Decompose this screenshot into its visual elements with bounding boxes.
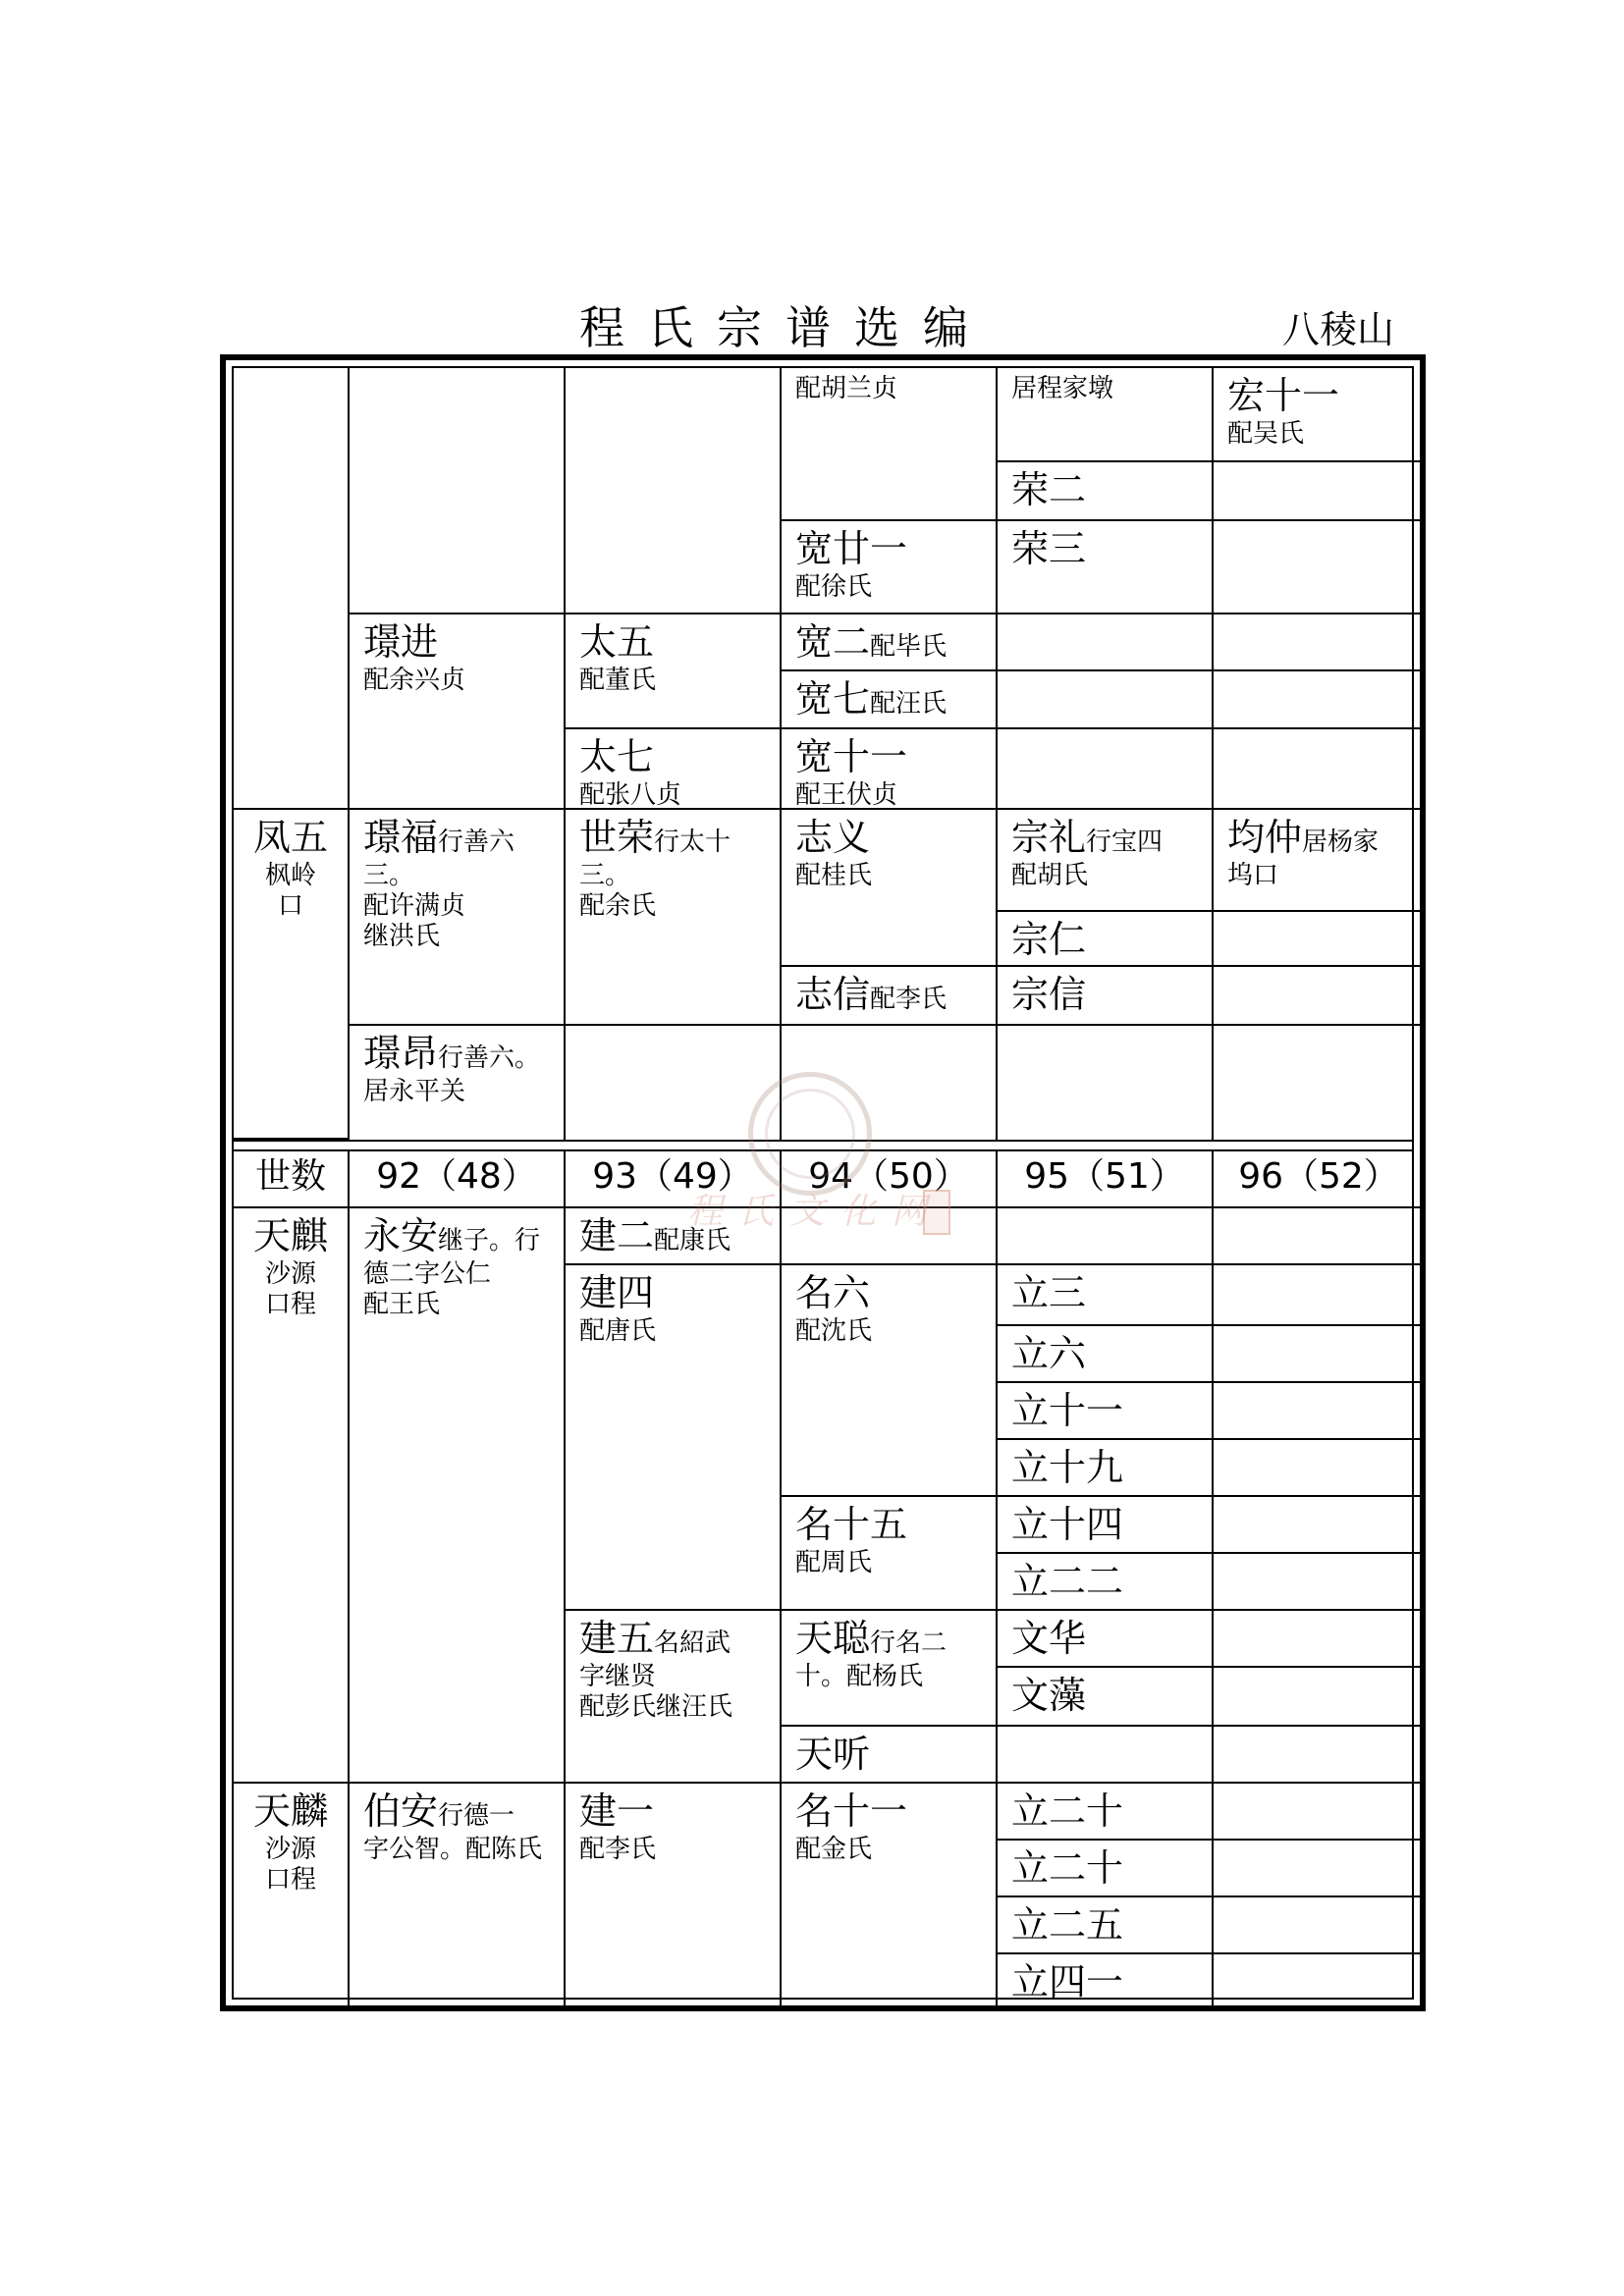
spouse-note: 配唐氏 [579,1315,657,1346]
l-tq-r2-c4 [782,1265,998,1497]
person-name: 建一 [579,1789,655,1833]
person-name: 太五 [579,620,655,664]
l-tq-r4-c6 [1214,1383,1424,1440]
l-tq-r7-c5 [998,1554,1214,1611]
u-r2-c5 [998,462,1214,521]
person-name: 文华 [1011,1617,1087,1660]
person-name: 名十五 [795,1503,908,1546]
upper-c1-top [234,368,350,810]
note-line: 行德一 [438,1801,515,1831]
person-name: 建四 [579,1271,655,1314]
spouse-note: 配李氏 [579,1834,657,1864]
person-name: 永安 [363,1214,439,1257]
person-name: 宗礼 [1011,816,1087,859]
u-r4-c3 [566,614,782,729]
l-tq-r8-c5 [998,1611,1214,1668]
l-tl-r3-c5 [998,1897,1214,1954]
l-tq-r1-c6 [1214,1208,1424,1265]
note-line: 行名二 [870,1629,947,1658]
spouse-note: 配徐氏 [795,571,873,602]
spouse-note: 配董氏 [579,665,657,695]
l-tl-c3 [566,1784,782,2009]
person-name: 志义 [795,816,871,859]
note-line: 行善六 [438,828,515,857]
generation-92: 92（48） [350,1151,566,1208]
spouse-note: 配张八贞 [579,779,682,810]
spouse-note: 继洪氏 [363,921,441,951]
watermark-seal-icon [923,1190,950,1235]
upper-c2-top [350,368,566,614]
note-line: 字公智。配陈氏 [363,1834,543,1864]
person-name: 璟昂 [363,1032,439,1075]
person-name: 建五 [579,1617,655,1660]
person-name: 太七 [579,735,655,778]
note-line: 名紹武 [654,1629,731,1658]
place-note: 沙源 [264,1834,316,1864]
spouse-note: 配金氏 [795,1834,873,1864]
person-name: 建二 [579,1214,655,1257]
note-text: 配胡兰贞 [795,374,898,403]
generation-94: 94（50） [782,1151,998,1208]
generation-label: 世数 [234,1151,350,1208]
spouse-note: 配王伏贞 [795,779,898,810]
spouse-note: 配余氏 [579,890,657,921]
note-line: 十。配杨氏 [795,1661,924,1691]
person-name: 宗仁 [1011,918,1087,961]
l-tl-r1-c6 [1214,1784,1424,1841]
u-r10-c2 [350,1026,566,1140]
l-tq-r7-c6 [1214,1554,1424,1611]
note-line: 字继贤 [579,1661,657,1691]
person-name: 立四一 [1011,1960,1124,2003]
u-r8-c6 [1214,912,1424,967]
person-name: 天麒 [252,1214,328,1257]
place-note: 口程 [264,1864,316,1895]
l-tq-r9-c5 [998,1668,1214,1727]
u-r5-c5 [998,671,1214,729]
person-name: 立二十 [1011,1789,1124,1833]
person-name: 志信 [795,973,871,1016]
l-tq-r5-c6 [1214,1440,1424,1497]
spouse-note: 配周氏 [795,1547,873,1577]
person-name: 璟福 [363,816,439,859]
u-r7-c1 [234,810,350,1140]
person-name: 立十九 [1011,1446,1124,1489]
u-r1-c4 [782,368,998,521]
person-name: 宽廿一 [795,527,908,570]
l-tq-r6-c6 [1214,1497,1424,1554]
u-r7-c5 [998,810,1214,912]
spouse-note: 配彭氏继汪氏 [579,1691,733,1722]
person-name: 宏十一 [1227,374,1340,417]
u-r9-c5 [998,967,1214,1026]
person-name: 立十一 [1011,1389,1124,1432]
u-r8-c5 [998,912,1214,967]
u-r6-c5 [998,729,1214,810]
l-tq-r8-c6 [1214,1611,1424,1668]
person-name: 世荣 [579,816,655,859]
person-name: 立十四 [1011,1503,1124,1546]
l-tl-c4 [782,1784,998,2009]
l-tl-r4-c6 [1214,1954,1424,2009]
person-name: 伯安 [363,1789,439,1833]
u-r3-c5 [998,521,1214,614]
note-line: 三。 [363,860,415,890]
l-tq-c2 [350,1208,566,1784]
u-r7-c2 [350,810,566,1026]
l-tq-r8-c4 [782,1611,998,1727]
person-name: 天聪 [795,1617,871,1660]
person-name: 凤五 [252,816,328,859]
u-r5-c6 [1214,671,1424,729]
place-note: 枫岭口 [264,860,316,921]
spouse-note: 配王氏 [363,1289,441,1319]
note-text: 居程家墩 [1011,374,1114,403]
u-r7-c6 [1214,810,1424,912]
note-line: 继子。行 [438,1226,541,1255]
u-r6-c6 [1214,729,1424,810]
note-line: 德二字公仁 [363,1258,492,1289]
person-name: 立三 [1011,1271,1087,1314]
person-name: 立二五 [1011,1903,1124,1947]
page-title: 程氏宗谱选编 [579,301,992,354]
u-r3-c4 [782,521,998,614]
page-location: 八稜山 [1282,308,1395,351]
note-line: 坞口 [1227,860,1279,890]
l-tl-r2-c5 [998,1841,1214,1897]
l-tq-r2-c6 [1214,1265,1424,1326]
u-r9-c4 [782,967,998,1026]
watermark-text: 程氏文化网 [687,1192,944,1232]
l-tl-r3-c6 [1214,1897,1424,1954]
spouse-note: 配李氏 [870,985,947,1014]
place-note: 口程 [264,1289,316,1319]
spouse-note: 配沈氏 [795,1315,873,1346]
l-tq-r6-c5 [998,1497,1214,1554]
note-line: 行善六。 [438,1043,541,1073]
spouse-note: 配吴氏 [1227,418,1305,449]
l-tl-r1-c5 [998,1784,1214,1841]
l-tl-c2 [350,1784,566,2009]
l-tq-r9-c6 [1214,1668,1424,1727]
u-r6-c4 [782,729,998,810]
spouse-note: 配汪氏 [870,689,947,719]
l-tq-c1 [234,1208,350,1784]
u-r4-c4 [782,614,998,671]
person-name: 立六 [1011,1332,1087,1375]
person-name: 名十一 [795,1789,908,1833]
u-r6-c3 [566,729,782,810]
u-r9-c6 [1214,967,1424,1026]
l-tq-r5-c5 [998,1440,1214,1497]
u-r1-c6 [1214,368,1424,462]
person-name: 荣三 [1011,527,1087,570]
generation-93: 93（49） [566,1151,782,1208]
spouse-note: 配桂氏 [795,860,873,890]
u-r7-c3 [566,810,782,1026]
person-name: 荣二 [1011,468,1087,511]
u-r2-c6 [1214,462,1424,521]
l-tq-r3-c5 [998,1326,1214,1383]
note-line: 行太十 [654,828,731,857]
l-tl-r2-c6 [1214,1841,1424,1897]
l-tq-r10-c6 [1214,1727,1424,1784]
u-r4-c2 [350,614,566,810]
l-tq-r3-c6 [1214,1326,1424,1383]
person-name: 名六 [795,1271,871,1314]
person-name: 立二二 [1011,1560,1124,1603]
u-r10-c5 [998,1026,1214,1140]
person-name: 璟进 [363,620,439,664]
l-tq-r2-c3 [566,1265,782,1611]
person-name: 宗信 [1011,973,1087,1016]
person-name: 天听 [795,1733,871,1776]
person-name: 宽十一 [795,735,908,778]
spouse-note: 配毕氏 [870,632,947,662]
u-r10-c6 [1214,1026,1424,1140]
note-line: 居永平关 [363,1076,466,1106]
watermark-emblem-icon [748,1072,872,1196]
generation-95: 95（51） [998,1151,1214,1208]
u-r3-c6 [1214,521,1424,614]
person-name: 天麟 [252,1789,328,1833]
l-tl-c1 [234,1784,350,2009]
l-tq-r10-c5 [998,1727,1214,1784]
l-tq-r10-c4 [782,1727,998,1784]
u-r7-c4 [782,810,998,967]
u-r5-c4 [782,671,998,729]
l-tq-r1-c5 [998,1208,1214,1265]
note-line: 居杨家 [1302,828,1380,857]
person-name: 宽二 [795,620,871,664]
l-tq-r4-c5 [998,1383,1214,1440]
note-line: 行宝四 [1086,828,1164,857]
l-tl-r4-c5 [998,1954,1214,2009]
u-r4-c6 [1214,614,1424,671]
l-tq-r6-c4 [782,1497,998,1611]
u-r4-c5 [998,614,1214,671]
person-name: 宽七 [795,677,871,721]
u-r1-c5 [998,368,1214,462]
generation-96: 96（52） [1214,1151,1424,1208]
spouse-note: 配康氏 [654,1226,731,1255]
place-note: 沙源 [264,1258,316,1289]
note-line: 三。 [579,860,631,890]
l-tq-r2-c5 [998,1265,1214,1326]
spouse-note: 配余兴贞 [363,665,466,695]
person-name: 立二十 [1011,1846,1124,1890]
person-name: 文藻 [1011,1674,1087,1717]
spouse-note: 配胡氏 [1011,860,1089,890]
l-tq-r8-c3 [566,1611,782,1784]
person-name: 均仲 [1227,816,1303,859]
spouse-note: 配许满贞 [363,890,466,921]
upper-c3-top [566,368,782,614]
